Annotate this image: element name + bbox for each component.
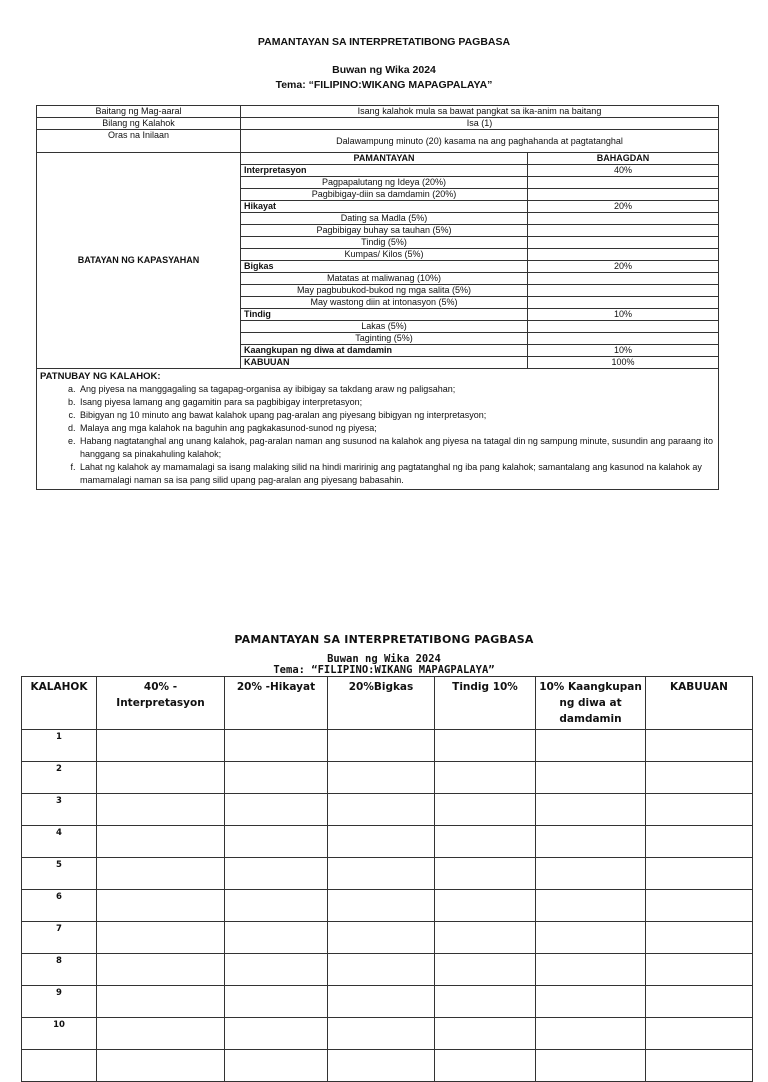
guidelines-list: [40, 383, 715, 487]
score-cell[interactable]: [435, 794, 536, 826]
criteria-subitem: Pagbibigay-diin sa damdamin (20%): [241, 189, 528, 201]
rubric-table: [36, 105, 719, 490]
percent-column-header: BAHAGDAN: [528, 153, 719, 165]
score-cell[interactable]: [646, 858, 753, 890]
score-cell[interactable]: [536, 730, 646, 762]
criteria-percent: 100%: [528, 357, 719, 369]
score-cell[interactable]: [536, 858, 646, 890]
score-cell[interactable]: [646, 762, 753, 794]
criteria-percent: [528, 333, 719, 345]
score-cell[interactable]: [225, 986, 328, 1018]
score-cell[interactable]: [97, 890, 225, 922]
score-cell[interactable]: [97, 954, 225, 986]
criteria-subitem: Lakas (5%): [241, 321, 528, 333]
criteria-percent: [528, 249, 719, 261]
score-sheet-theme: Tema: “FILIPINO:WIKANG MAPAGPALAYA”: [273, 664, 495, 676]
contestant-number: 2: [22, 762, 97, 794]
score-cell[interactable]: [328, 1018, 435, 1050]
info-row: [37, 118, 719, 130]
criteria-percent: [528, 321, 719, 333]
score-cell[interactable]: [536, 762, 646, 794]
score-sheet-table: [21, 676, 753, 1082]
criteria-subitem: Pagbibigay buhay sa tauhan (5%): [241, 225, 528, 237]
info-value: Dalawampung minuto (20) kasama na ang paghahanda at pagtatanghal: [241, 130, 719, 153]
contestant-number: 8: [22, 954, 97, 986]
score-row: [22, 826, 753, 858]
score-cell[interactable]: [328, 890, 435, 922]
contestant-number: 7: [22, 922, 97, 954]
criteria-percent: [528, 237, 719, 249]
score-cell[interactable]: [225, 762, 328, 794]
score-cell[interactable]: [225, 1018, 328, 1050]
criteria-category: Bigkas: [241, 261, 528, 273]
criteria-percent: 10%: [528, 345, 719, 357]
contestant-number: [22, 1050, 97, 1082]
criteria-subitem: May wastong diin at intonasyon (5%): [241, 297, 528, 309]
score-cell[interactable]: [646, 1018, 753, 1050]
document-title: PAMANTAYAN SA INTERPRETATIBONG PAGBASA: [257, 36, 511, 48]
score-cell[interactable]: [97, 1050, 225, 1082]
contestant-number: 9: [22, 986, 97, 1018]
criteria-percent: [528, 177, 719, 189]
criteria-subitem: May pagbubukod-bukod ng mga salita (5%): [241, 285, 528, 297]
criteria-subitem: Matatas at maliwanag (10%): [241, 273, 528, 285]
info-row: [37, 106, 719, 118]
score-cell[interactable]: [536, 826, 646, 858]
score-sheet-event: Buwan ng Wika 2024: [327, 653, 441, 665]
score-cell[interactable]: [536, 1050, 646, 1082]
criteria-percent: 10%: [528, 309, 719, 321]
criteria-category: Tindig: [241, 309, 528, 321]
score-cell[interactable]: [97, 730, 225, 762]
contestant-number: 1: [22, 730, 97, 762]
criteria-subitem: Kumpas/ Kilos (5%): [241, 249, 528, 261]
score-row: [22, 858, 753, 890]
score-cell[interactable]: [97, 986, 225, 1018]
score-cell[interactable]: [536, 794, 646, 826]
score-cell[interactable]: [225, 1050, 328, 1082]
score-cell[interactable]: [435, 1050, 536, 1082]
score-cell[interactable]: [225, 730, 328, 762]
score-row: [22, 794, 753, 826]
score-cell[interactable]: [435, 890, 536, 922]
criteria-subitem: Taginting (5%): [241, 333, 528, 345]
score-cell[interactable]: [328, 794, 435, 826]
score-cell[interactable]: [225, 890, 328, 922]
info-label: Baitang ng Mag-aaral: [37, 106, 241, 118]
score-cell[interactable]: [646, 954, 753, 986]
info-label: Bilang ng Kalahok: [37, 118, 241, 130]
score-cell[interactable]: [328, 762, 435, 794]
score-cell[interactable]: [225, 858, 328, 890]
score-row: [22, 1018, 753, 1050]
criteria-percent: [528, 213, 719, 225]
criteria-subitem: Pagpapalutang ng Ideya (20%): [241, 177, 528, 189]
criteria-category: Kaangkupan ng diwa at damdamin: [241, 345, 528, 357]
event-theme: Tema: “FILIPINO:WIKANG MAPAGPALAYA”: [275, 79, 493, 91]
criteria-percent: 40%: [528, 165, 719, 177]
score-cell[interactable]: [646, 922, 753, 954]
criteria-subitem: Tindig (5%): [241, 237, 528, 249]
score-row: [22, 922, 753, 954]
score-cell[interactable]: [328, 954, 435, 986]
score-cell[interactable]: [328, 922, 435, 954]
score-cell[interactable]: [646, 730, 753, 762]
score-row: [22, 986, 753, 1018]
score-cell[interactable]: [646, 794, 753, 826]
score-cell[interactable]: [97, 794, 225, 826]
score-column-header: KABUUAN: [646, 677, 753, 730]
guideline-item: e. Habang nagtatanghal ang unang kalahok, pag-aralan naman ang susunod na kalahok ang piyesa na tatagal din ng sampung minute, susundin ang paraang ito hanggang sa pinakahuling kalahok;: [78, 435, 715, 461]
score-cell[interactable]: [435, 986, 536, 1018]
score-column-header: Tindig 10%: [435, 677, 536, 730]
score-cell[interactable]: [435, 826, 536, 858]
score-cell[interactable]: [328, 826, 435, 858]
info-row: [37, 130, 719, 153]
criteria-percent: [528, 273, 719, 285]
score-cell[interactable]: [435, 922, 536, 954]
score-cell[interactable]: [225, 954, 328, 986]
guideline-item: a. Ang piyesa na manggagaling sa tagapag-organisa ay ibibigay sa takdang araw ng paligsahan;: [78, 383, 715, 396]
score-row: [22, 890, 753, 922]
score-cell[interactable]: [97, 826, 225, 858]
contestant-number: 3: [22, 794, 97, 826]
criteria-category: Hikayat: [241, 201, 528, 213]
score-row: [22, 730, 753, 762]
score-cell[interactable]: [435, 858, 536, 890]
criteria-header-row: [37, 153, 719, 165]
criteria-subitem: Dating sa Madla (5%): [241, 213, 528, 225]
guidelines-box: [37, 369, 719, 490]
score-sheet-title: PAMANTAYAN SA INTERPRETATIBONG PAGBASA: [234, 633, 534, 646]
score-cell[interactable]: [97, 762, 225, 794]
score-cell[interactable]: [328, 858, 435, 890]
score-cell[interactable]: [225, 922, 328, 954]
score-cell[interactable]: [646, 890, 753, 922]
score-row: [22, 762, 753, 794]
score-cell[interactable]: [536, 1018, 646, 1050]
score-cell[interactable]: [536, 922, 646, 954]
score-cell[interactable]: [646, 826, 753, 858]
score-cell[interactable]: [646, 986, 753, 1018]
criteria-section-label: BATAYAN NG KAPASYAHAN: [37, 153, 241, 369]
score-cell[interactable]: [328, 986, 435, 1018]
score-cell[interactable]: [536, 986, 646, 1018]
guideline-item: c. Bibigyan ng 10 minuto ang bawat kalahok upang pag-aralan ang piyesang bibigyan ng interpretasyon;: [78, 409, 715, 422]
criteria-percent: 20%: [528, 261, 719, 273]
score-column-header: 20%Bigkas: [328, 677, 435, 730]
criteria-category: KABUUAN: [241, 357, 528, 369]
score-cell[interactable]: [225, 794, 328, 826]
score-cell[interactable]: [435, 762, 536, 794]
criteria-category: Interpretasyon: [241, 165, 528, 177]
guidelines-title: PATNUBAY NG KALAHOK:: [40, 371, 161, 382]
score-column-header: KALAHOK: [22, 677, 97, 730]
criteria-percent: [528, 297, 719, 309]
score-cell[interactable]: [435, 730, 536, 762]
score-row: [22, 954, 753, 986]
guideline-item: d. Malaya ang mga kalahok na baguhin ang pagkakasunod-sunod ng piyesa;: [78, 422, 715, 435]
criteria-percent: [528, 225, 719, 237]
score-cell[interactable]: [97, 858, 225, 890]
contestant-number: 5: [22, 858, 97, 890]
guideline-item: b. Isang piyesa lamang ang gagamitin para sa pagbibigay interpretasyon;: [78, 396, 715, 409]
score-cell[interactable]: [536, 890, 646, 922]
score-cell[interactable]: [225, 826, 328, 858]
score-cell[interactable]: [435, 954, 536, 986]
score-row: [22, 1050, 753, 1082]
score-column-header: 40% -Interpretasyon: [97, 677, 225, 730]
score-cell[interactable]: [435, 1018, 536, 1050]
contestant-number: 6: [22, 890, 97, 922]
score-cell[interactable]: [646, 1050, 753, 1082]
info-value: Isa (1): [241, 118, 719, 130]
criteria-percent: 20%: [528, 201, 719, 213]
score-cell[interactable]: [328, 1050, 435, 1082]
event-name: Buwan ng Wika 2024: [332, 64, 436, 76]
score-cell[interactable]: [97, 922, 225, 954]
info-label: Oras na Inilaan: [37, 130, 241, 153]
score-cell[interactable]: [97, 1018, 225, 1050]
score-column-header: 10% Kaangkupan ng diwa at damdamin: [536, 677, 646, 730]
criteria-percent: [528, 189, 719, 201]
score-cell[interactable]: [328, 730, 435, 762]
score-column-header: 20% -Hikayat: [225, 677, 328, 730]
contestant-number: 10: [22, 1018, 97, 1050]
contestant-number: 4: [22, 826, 97, 858]
score-cell[interactable]: [536, 954, 646, 986]
guideline-item: f. Lahat ng kalahok ay mamamalagi sa isang malaking silid na hindi maririnig ang pagtatanghal ng iba pang kalahok; samantalang ang kasunod na kalahok ay mamamalagi naman sa isa pang silid upang pag-aralan ang piyesang babasahin.: [78, 461, 715, 487]
criteria-column-header: PAMANTAYAN: [241, 153, 528, 165]
criteria-percent: [528, 285, 719, 297]
info-value: Isang kalahok mula sa bawat pangkat sa ika-anim na baitang: [241, 106, 719, 118]
